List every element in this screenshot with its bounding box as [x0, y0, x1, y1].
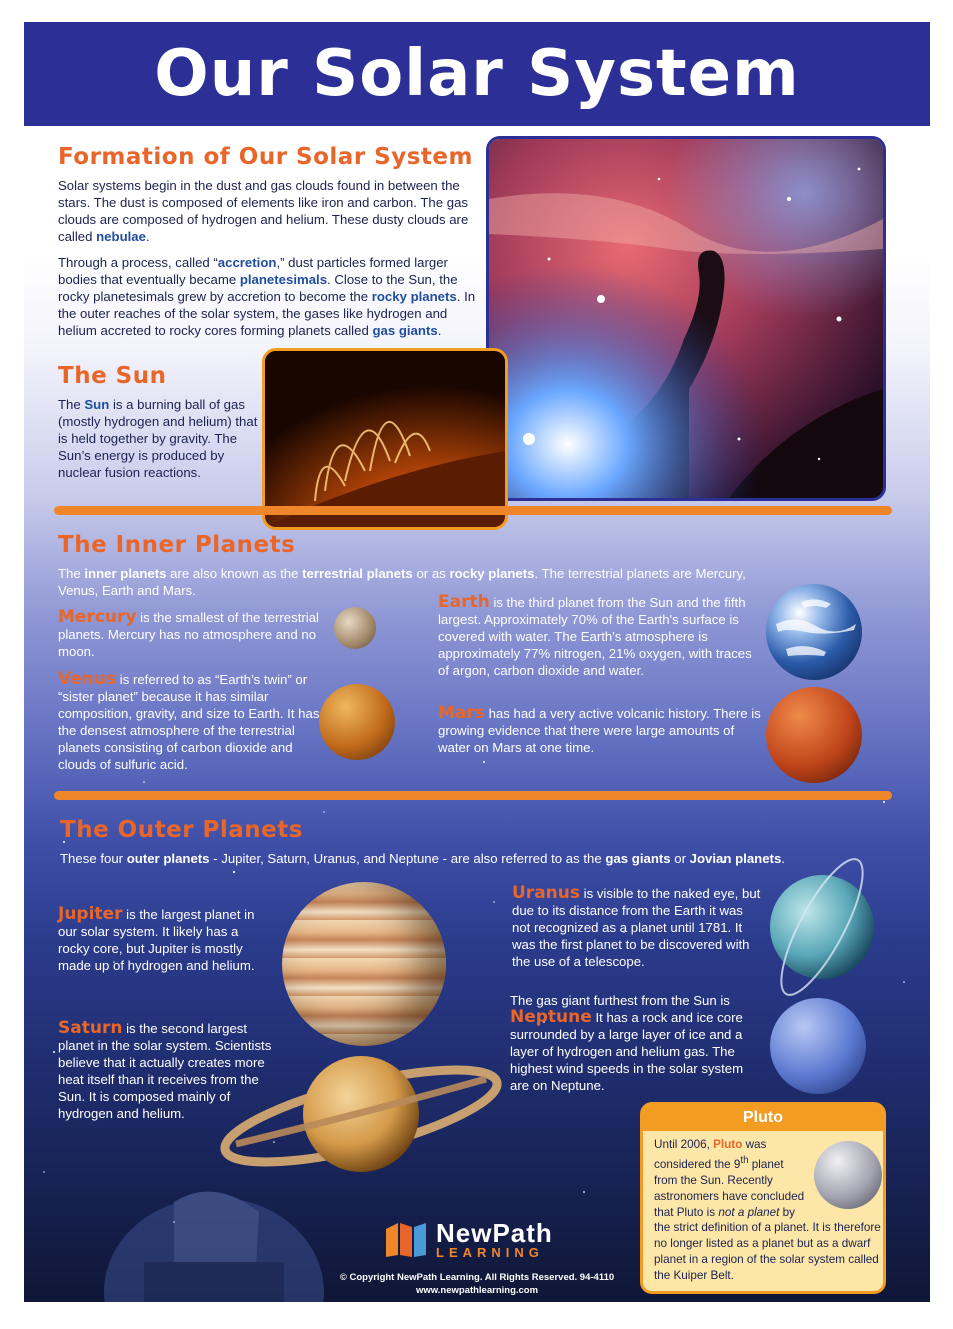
text-segment: . Close to the Sun, the rocky planetesimals grew by accretion to become the — [58, 272, 458, 304]
neptune-intro: The gas giant furthest from the Sun is — [510, 993, 730, 1008]
mars-name: Mars — [438, 703, 485, 723]
text-segment: Through a process, called “ — [58, 255, 218, 270]
jupiter-description: is the largest planet in our solar system. It likely has a rocky core, but Jupiter is mostly made up of hydrogen and helium. — [58, 907, 255, 973]
divider-1 — [54, 506, 892, 515]
jupiter-text — [58, 906, 272, 974]
title-bar — [24, 22, 930, 126]
pluto-heading: Pluto — [643, 1105, 883, 1131]
text-segment: . — [145, 229, 150, 244]
neptune-image — [770, 998, 866, 1094]
website-url: www.newpathlearning.com — [415, 1285, 539, 1296]
text-segment: rocky planets — [371, 289, 457, 304]
text-segment: The — [58, 566, 85, 581]
copyright-text: © Copyright NewPath Learning. All Rights Reserved. 94-4110 — [339, 1272, 615, 1283]
sun-image — [262, 348, 508, 530]
text-segment: accretion — [217, 255, 277, 270]
uranus-description: is visible to the naked eye, but due to its distance from the Earth it was not recognized as a planet until 1781. It was the first planet to be discovered with the use of a telescope. — [512, 886, 761, 969]
newpath-logo — [384, 1220, 553, 1260]
venus-name: Venus — [58, 669, 117, 689]
text-segment: The — [58, 397, 85, 412]
mars-image — [766, 687, 862, 783]
text-segment: was considered the 9 — [654, 1138, 767, 1171]
page-title: Our Solar System — [154, 37, 800, 111]
nebula-image — [486, 136, 886, 501]
inner-planets-heading: The Inner Planets — [58, 532, 296, 558]
pluto-image — [814, 1141, 882, 1209]
earth-text — [438, 594, 764, 679]
logo-line-2: LEARNING — [436, 1245, 544, 1260]
mars-description: has had a very active volcanic history. There is growing evidence that there were large amounts of water on Mars at one time. — [438, 706, 761, 755]
formation-text — [58, 177, 482, 348]
sun-text — [58, 396, 258, 481]
mercury-text — [58, 609, 326, 660]
text-segment: or as — [412, 566, 450, 581]
text-segment: is a burning ball of gas (mostly hydrogen and helium) that is held together by gravity. The Sun’s energy is produced by nuclear fusion reactions. — [58, 397, 258, 480]
mars-text — [438, 705, 764, 756]
formation-paragraph-2 — [58, 254, 482, 339]
newpath-logo-icon — [384, 1221, 428, 1259]
uranus-text — [512, 885, 762, 970]
earth-description: is the third planet from the Sun and the fifth largest. Approximately 70% of the Earth's surface is covered with water. The Earth's atmosphere is approximately 77% nitrogen, 21% oxygen, with traces of argon, carbon dioxide and water. — [438, 595, 752, 678]
earth-name: Earth — [438, 592, 490, 612]
uranus-name: Uranus — [512, 883, 580, 903]
text-segment: or — [670, 851, 690, 866]
text-segment: terrestrial planets — [302, 566, 413, 581]
venus-image — [319, 684, 395, 760]
outer-planets-heading: The Outer Planets — [60, 817, 303, 843]
mercury-image — [334, 607, 376, 649]
text-segment: Until 2006, — [654, 1138, 714, 1151]
text-segment: outer planets — [126, 851, 210, 866]
neptune-name: Neptune — [510, 1007, 592, 1027]
text-segment: ,” dust particles formed larger bodies that eventually became — [58, 255, 448, 287]
divider-2 — [54, 791, 892, 800]
venus-description: is referred to as “Earth’s twin” or “sister planet” because it has similar composition, gravity, and size to Earth. It has the densest atmosphere of the terrestrial planets consisting of carbon dioxide and clouds of sulfuric acid. — [58, 672, 320, 772]
text-segment: planet from the Sun. Recently astronomers have concluded that Pluto is — [654, 1157, 805, 1219]
earth-image — [766, 584, 862, 680]
saturn-description: is the second largest planet in the solar system. Scientists believe that it actually creates more heat itself than it receives from the Sun. It is composed mainly of hydrogen and helium. — [58, 1021, 272, 1121]
text-segment: gas giants — [372, 323, 438, 338]
mercury-name: Mercury — [58, 607, 137, 627]
text-segment: gas giants — [605, 851, 671, 866]
neptune-text — [510, 992, 760, 1094]
pluto-text — [654, 1137, 882, 1284]
text-segment: Pluto — [713, 1138, 743, 1151]
pluto-callout — [640, 1102, 886, 1294]
uranus-image — [752, 847, 892, 1007]
text-segment: . — [781, 851, 785, 866]
saturn-image — [216, 1044, 506, 1184]
text-segment: inner planets — [84, 566, 167, 581]
neptune-description: It has a rock and ice core surrounded by a large layer of ice and a layer of hydrogen and helium gas. The highest wind speeds in the solar system are on Neptune. — [510, 1010, 744, 1093]
text-segment: rocky planets — [449, 566, 535, 581]
logo-line-1: NewPath — [436, 1218, 553, 1248]
text-segment: Jovian planets — [689, 851, 782, 866]
saturn-name: Saturn — [58, 1018, 123, 1038]
text-segment: These four — [60, 851, 127, 866]
text-segment: - Jupiter, Saturn, Uranus, and Neptune - are also referred to as the — [209, 851, 606, 866]
formation-paragraph-1 — [58, 177, 482, 245]
jupiter-name: Jupiter — [58, 904, 123, 924]
text-segment: . — [437, 323, 442, 338]
formation-heading: Formation of Our Solar System — [58, 144, 473, 170]
poster — [24, 22, 930, 1302]
text-segment: Sun — [84, 397, 110, 412]
text-segment: . In the outer reaches of the solar system, the gases like hydrogen and helium accreted to rocky cores forming planets called — [58, 289, 476, 338]
text-segment: Solar systems begin in the dust and gas clouds found in between the stars. The dust is composed of elements like iron and carbon. The gas clouds are composed of hydrogen and helium. These dusty clouds are called — [58, 178, 469, 244]
text-segment: . The terrestrial planets are Mercury, Venus, Earth and Mars. — [58, 566, 746, 598]
text-segment: th — [740, 1154, 749, 1166]
text-segment: nebulae — [96, 229, 146, 244]
text-segment: not a planet — [718, 1205, 780, 1219]
jupiter-image — [282, 882, 446, 1046]
venus-text — [58, 671, 320, 773]
text-segment: planetesimals — [239, 272, 328, 287]
mercury-description: is the smallest of the terrestrial planets. Mercury has no atmosphere and no moon. — [58, 610, 319, 659]
text-segment: by the strict definition of a planet. It is therefore no longer listed as a planet but as a dwarf planet in a region of the solar system called the Kuiper Belt. — [654, 1205, 881, 1283]
text-segment: are also known as the — [166, 566, 303, 581]
sun-heading: The Sun — [58, 363, 167, 389]
